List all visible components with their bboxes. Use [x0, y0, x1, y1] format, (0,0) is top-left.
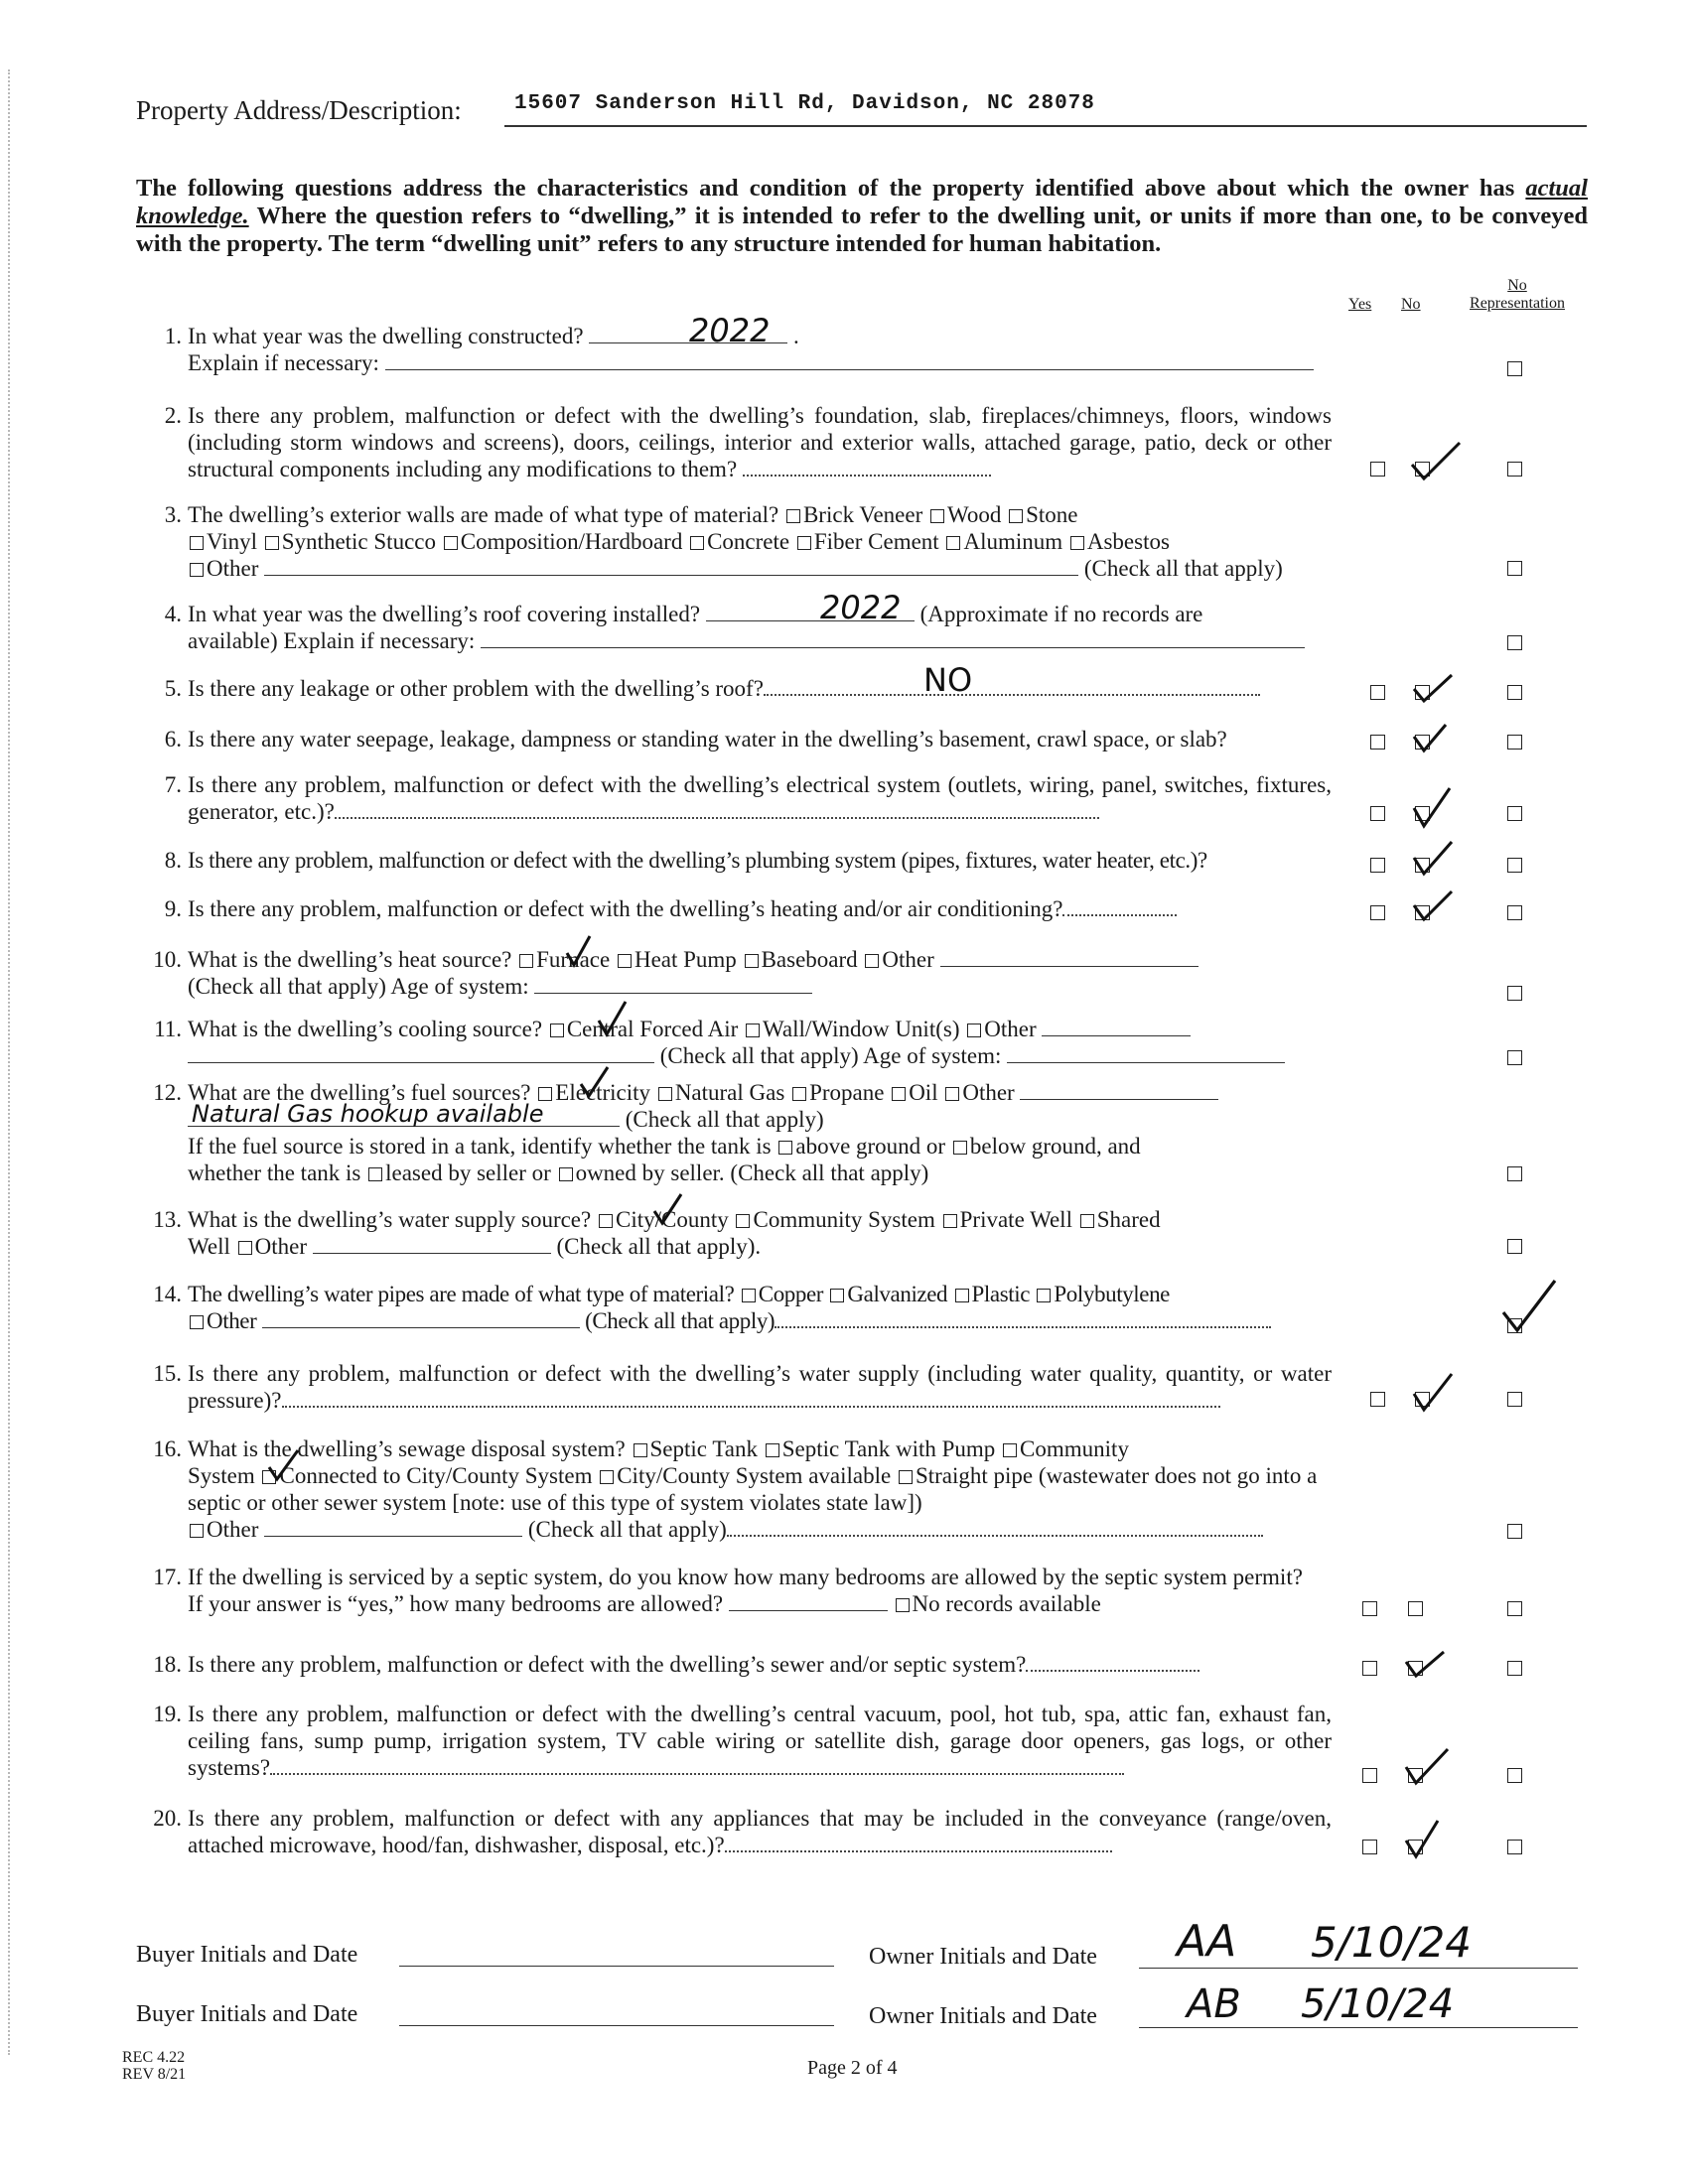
q15-yes-checkbox[interactable] [1370, 1392, 1385, 1407]
q3-other-line [264, 555, 1078, 576]
q3-stone-label: Stone [1026, 502, 1078, 527]
q14-galvanized-checkbox[interactable] [830, 1289, 844, 1302]
q1-number: 1. [164, 324, 182, 348]
q12-other-checkbox[interactable] [945, 1087, 959, 1101]
q14-number: 14. [153, 1282, 182, 1306]
q12-number: 12. [153, 1080, 182, 1105]
q16-number: 16. [153, 1436, 182, 1461]
q3-hardboard-label: Composition/Hardboard [460, 529, 683, 554]
q13-other-checkbox[interactable] [238, 1241, 252, 1255]
q20-norep-checkbox[interactable] [1507, 1840, 1522, 1854]
q16-system-label: System [188, 1463, 255, 1488]
column-yes: Yes [1348, 296, 1372, 313]
q10-number: 10. [153, 947, 182, 972]
q12-owned-checkbox[interactable] [559, 1167, 573, 1181]
q10-other-line [940, 946, 1198, 967]
q3-concrete-label: Concrete [707, 529, 790, 554]
q1-explain-line [385, 349, 1314, 370]
q3-other-label: Other [207, 556, 259, 581]
q20-yes-checkbox[interactable] [1362, 1840, 1377, 1854]
q12-oil-checkbox[interactable] [892, 1087, 906, 1101]
q2-leader [743, 457, 991, 477]
q11-age-label: (Check all that apply) Age of system: [659, 1043, 1002, 1068]
q3-norep-checkbox[interactable] [1507, 561, 1522, 576]
q13-well-label: Well [188, 1234, 230, 1259]
q17-bedrooms-line [729, 1590, 888, 1611]
q11-other-line-2 [188, 1042, 654, 1063]
q12-naturalgas-label: Natural Gas [674, 1080, 785, 1105]
q20-no-checkmark [1402, 1817, 1442, 1860]
q17-norecords-checkbox[interactable] [896, 1598, 910, 1612]
q13-check-all: (Check all that apply). [556, 1234, 762, 1259]
q16-septic-label: Septic Tank [649, 1436, 758, 1461]
owner-initials-line-2[interactable] [1139, 2027, 1578, 2028]
buyer-initials-label-1: Buyer Initials and Date [136, 1942, 358, 1968]
q16-available-label: City/County System available [617, 1463, 892, 1488]
q7-norep-checkbox[interactable] [1507, 806, 1522, 821]
q4-explain-line [481, 627, 1305, 648]
q11-central-checkbox[interactable] [550, 1024, 564, 1037]
q4-text: In what year was the dwelling’s roof covering installed? [188, 602, 701, 626]
q19-norep-checkbox[interactable] [1507, 1768, 1522, 1783]
q13-private-checkbox[interactable] [943, 1214, 957, 1228]
q19-text: Is there any problem, malfunction or defect with the dwelling’s central vacuum, pool, hot tub, spa, attic fan, exhaust fan, ceiling fans, sump pump, irrigation system, TV cable wiring or satellite dish, garage door openers, gas logs, or other systems? [188, 1702, 1332, 1780]
q11-other-line [1042, 1016, 1191, 1036]
q15-number: 15. [153, 1361, 182, 1386]
q3-concrete-checkbox[interactable] [690, 536, 704, 550]
q16-connected-label: Connected to City/County System [279, 1463, 593, 1488]
q16-check-all: (Check all that apply) [527, 1517, 727, 1542]
column-no: No [1401, 296, 1421, 313]
q9-yes-checkbox[interactable] [1370, 905, 1385, 920]
q6-text: Is there any water seepage, leakage, dampness or standing water in the dwelling’s basement, crawl space, or slab? [188, 727, 1227, 751]
q14-plastic-label: Plastic [971, 1282, 1031, 1306]
q13-shared-label: Shared [1096, 1207, 1161, 1232]
intro-paragraph [136, 175, 1588, 258]
page-number: Page 2 of 4 [807, 2057, 898, 2079]
q10-other-checkbox[interactable] [865, 954, 879, 968]
owner1-handwritten-initials: AA [1177, 1916, 1237, 1967]
q5-yes-checkbox[interactable] [1370, 685, 1385, 700]
q11-norep-checkbox[interactable] [1507, 1050, 1522, 1065]
q15-leader [282, 1388, 1220, 1408]
q10-heatpump-checkbox[interactable] [618, 954, 632, 968]
q10-other-label: Other [882, 947, 934, 972]
q16-other-label: Other [207, 1517, 259, 1542]
q12-check-all: (Check all that apply) [625, 1107, 824, 1132]
q12-electricity-checkbox[interactable] [538, 1087, 552, 1101]
q20-leader [725, 1833, 1112, 1852]
q6-norep-checkbox[interactable] [1507, 735, 1522, 750]
q1-handwritten-year: 2022 [689, 312, 771, 349]
owner-initials-line-1[interactable] [1139, 1968, 1578, 1969]
q4-text-c: available) Explain if necessary: [188, 628, 476, 653]
q16-straight-checkbox[interactable] [899, 1470, 913, 1484]
q10-norep-checkbox[interactable] [1507, 986, 1522, 1001]
q3-text: The dwelling’s exterior walls are made of what type of material? [188, 502, 779, 527]
q16-septic-checkbox[interactable] [634, 1443, 647, 1457]
intro-text-2: Where the question refers to “dwelling,” it is intended to refer to the dwelling unit, or units if more than one, to be conveyed with the property. The term “dwelling unit” refers to any structure intended for human habitation. [136, 203, 1588, 257]
q2-number: 2. [164, 403, 182, 428]
q5-norep-checkbox[interactable] [1507, 685, 1522, 700]
q3-asbestos-label: Asbestos [1086, 529, 1170, 554]
q16-other-line [264, 1516, 522, 1537]
q2-yes-checkbox[interactable] [1370, 462, 1385, 477]
q3-stone-checkbox[interactable] [1009, 509, 1023, 523]
q3-brick-label: Brick Veneer [802, 502, 923, 527]
q19-leader [270, 1755, 1124, 1775]
q16-septicpump-checkbox[interactable] [766, 1443, 779, 1457]
q11-central-label: Central Forced Air [566, 1017, 739, 1041]
q5-text: Is there any leakage or other problem with the dwelling’s roof? [188, 676, 764, 701]
q12-naturalgas-checkbox[interactable] [658, 1087, 672, 1101]
q3-asbestos-checkbox[interactable] [1070, 536, 1084, 550]
q12-below-checkbox[interactable] [953, 1141, 967, 1155]
q3-fibercement-label: Fiber Cement [813, 529, 939, 554]
q8-number: 8. [164, 848, 182, 873]
q6-no-checkmark [1410, 721, 1450, 754]
q12-other-label: Other [962, 1080, 1015, 1105]
q20-number: 20. [153, 1806, 182, 1831]
q17-bedrooms-label: If your answer is “yes,” how many bedrooms are allowed? [188, 1591, 724, 1616]
q13-community-checkbox[interactable] [736, 1214, 750, 1228]
q14-polybutylene-label: Polybutylene [1054, 1282, 1170, 1306]
q9-norep-checkbox[interactable] [1507, 905, 1522, 920]
owner2-handwritten-date: 5/10/24 [1301, 1981, 1455, 2027]
intro-text-1: The following questions address the characteristics and condition of the property identified above about which the owner has [136, 175, 1526, 202]
q16-connected-checkmark [266, 1447, 302, 1483]
q13-other-line [313, 1233, 551, 1254]
column-no-representation [1458, 277, 1577, 313]
q7-number: 7. [164, 772, 182, 797]
q12-handwritten-note: Natural Gas hookup available [192, 1100, 544, 1128]
q12-tank-text: If the fuel source is stored in a tank, identify whether the tank is [188, 1134, 772, 1159]
q10-heatpump-label: Heat Pump [634, 947, 737, 972]
q11-other-label: Other [984, 1017, 1037, 1041]
q7-no-checkmark [1410, 784, 1454, 830]
q10-baseboard-label: Baseboard [761, 947, 858, 972]
q18-no-checkmark [1402, 1648, 1448, 1680]
q5-number: 5. [164, 676, 182, 701]
q9-leader [1062, 896, 1177, 916]
q10-text: What is the dwelling’s heat source? [188, 947, 512, 972]
q7-yes-checkbox[interactable] [1370, 806, 1385, 821]
q14-copper-label: Copper [758, 1282, 824, 1306]
q12-electricity-checkmark [578, 1064, 612, 1100]
q1-norep-checkbox[interactable] [1507, 361, 1522, 376]
q12-leased-label: leased by seller or [385, 1160, 551, 1185]
q11-window-checkbox[interactable] [746, 1024, 760, 1037]
q12-norep-checkbox[interactable] [1507, 1166, 1522, 1181]
q5-handwritten-no: NO [923, 661, 973, 699]
q17-no-checkbox[interactable] [1408, 1601, 1423, 1616]
q6-yes-checkbox[interactable] [1370, 735, 1385, 750]
q10-furnace-label: Furnace [536, 947, 611, 972]
q12-propane-checkbox[interactable] [792, 1087, 806, 1101]
q11-window-label: Wall/Window Unit(s) [763, 1017, 960, 1041]
form-revision: REV 8/21 [122, 2066, 187, 2083]
q3-wood-checkbox[interactable] [930, 509, 944, 523]
q16-community-checkbox[interactable] [1003, 1443, 1017, 1457]
q14-copper-checkbox[interactable] [742, 1289, 756, 1302]
q17-text: If the dwelling is serviced by a septic system, do you know how many bedrooms are allowed by the septic system permit? [188, 1565, 1303, 1589]
q9-no-checkmark [1410, 887, 1456, 923]
q11-age-line [1007, 1042, 1285, 1063]
buyer-initials-line-1[interactable] [399, 1966, 834, 1967]
q12-above-label: above ground or [795, 1134, 946, 1159]
owner1-handwritten-date: 5/10/24 [1311, 1918, 1472, 1967]
q18-text: Is there any problem, malfunction or defect with the dwelling’s sewer and/or septic system? [188, 1652, 1027, 1677]
q3-number: 3. [164, 502, 182, 527]
q17-norep-checkbox[interactable] [1507, 1601, 1522, 1616]
q18-yes-checkbox[interactable] [1362, 1661, 1377, 1676]
q12-text: What are the dwelling’s fuel sources? [188, 1080, 531, 1105]
q14-polybutylene-checkbox[interactable] [1037, 1289, 1051, 1302]
q3-wood-label: Wood [947, 502, 1002, 527]
q4-text-b: (Approximate if no records are [919, 602, 1203, 626]
owner-initials-label-2: Owner Initials and Date [869, 2003, 1097, 2029]
q14-other-checkbox[interactable] [190, 1315, 204, 1329]
q16-community-label: Community [1020, 1436, 1129, 1461]
q12-above-checkbox[interactable] [778, 1141, 792, 1155]
q4-number: 4. [164, 602, 182, 626]
q8-norep-checkbox[interactable] [1507, 858, 1522, 873]
q14-other-label: Other [207, 1308, 257, 1333]
q12-tank-text-2: whether the tank is [188, 1160, 361, 1185]
q11-other-checkbox[interactable] [967, 1024, 981, 1037]
q12-leased-checkbox[interactable] [368, 1167, 382, 1181]
q6-number: 6. [164, 727, 182, 751]
owner2-handwritten-initials: AB [1187, 1981, 1241, 2027]
q14-plastic-checkbox[interactable] [955, 1289, 969, 1302]
q3-other-checkbox[interactable] [190, 563, 204, 577]
q13-shared-checkbox[interactable] [1080, 1214, 1094, 1228]
q15-norep-checkbox[interactable] [1507, 1392, 1522, 1407]
q7-text: Is there any problem, malfunction or defect with the dwelling’s electrical system (outlets, wiring, panel, switches, fixtures, generator, etc.)? [188, 772, 1332, 824]
q3-hardboard-checkbox[interactable] [444, 536, 458, 550]
q15-text: Is there any problem, malfunction or defect with the dwelling’s water supply (including water quality, quantity, or water pressure)? [188, 1361, 1332, 1413]
q13-text: What is the dwelling’s water supply source? [188, 1207, 592, 1232]
q12-oil-label: Oil [909, 1080, 938, 1105]
q1-explain-label: Explain if necessary: [188, 350, 379, 375]
address-label: Property Address/Description: [136, 95, 462, 125]
q8-yes-checkbox[interactable] [1370, 858, 1385, 873]
q3-vinyl-checkbox[interactable] [190, 536, 204, 550]
q17-norecords-label: No records available [912, 1591, 1101, 1616]
q16-other-checkbox[interactable] [190, 1524, 204, 1538]
column-no-rep-line2: Representation [1470, 295, 1565, 312]
q3-check-all: (Check all that apply) [1083, 556, 1283, 581]
q13-city-label: City/County [615, 1207, 729, 1232]
intro-emphasis: actual knowledge. [136, 175, 1588, 229]
q2-no-checkmark [1408, 439, 1464, 484]
q14-leader [775, 1308, 1271, 1328]
q9-number: 9. [164, 896, 182, 921]
q14-norep-checkmark [1497, 1277, 1561, 1336]
q19-number: 19. [153, 1702, 182, 1726]
q13-community-label: Community System [753, 1207, 935, 1232]
q13-other-label: Other [254, 1234, 307, 1259]
q17-yes-checkbox[interactable] [1362, 1601, 1377, 1616]
q13-number: 13. [153, 1207, 182, 1232]
q7-leader [335, 799, 1099, 819]
q3-vinyl-label: Vinyl [207, 529, 258, 554]
q13-private-label: Private Well [959, 1207, 1072, 1232]
q12-electricity-label: Electricity [555, 1080, 651, 1105]
q11-number: 11. [154, 1017, 182, 1041]
q8-text: Is there any problem, malfunction or defect with the dwelling’s plumbing system (pipes, fixtures, water heater, etc.)? [188, 848, 1207, 873]
q3-fibercement-checkbox[interactable] [797, 536, 811, 550]
q14-check-all: (Check all that apply) [585, 1308, 776, 1333]
q5-no-checkmark [1410, 671, 1456, 705]
buyer-initials-line-2[interactable] [399, 2025, 834, 2026]
q5-leader [764, 676, 1260, 696]
q3-aluminum-checkbox[interactable] [946, 536, 960, 550]
q14-other-line [262, 1307, 580, 1328]
q14-text: The dwelling’s water pipes are made of what type of material? [188, 1282, 735, 1306]
q9-text: Is there any problem, malfunction or defect with the dwelling’s heating and/or air conditioning? [188, 896, 1063, 921]
q3-aluminum-label: Aluminum [963, 529, 1063, 554]
q15-no-checkmark [1410, 1370, 1456, 1414]
q10-age-line [534, 973, 812, 994]
address-value: 15607 Sanderson Hill Rd, Davidson, NC 28078 [514, 92, 1095, 115]
q3-stucco-checkbox[interactable] [265, 536, 279, 550]
q10-furnace-checkbox[interactable] [519, 954, 533, 968]
q4-norep-checkbox[interactable] [1507, 635, 1522, 650]
q16-leader [727, 1517, 1263, 1537]
q10-age-label: (Check all that apply) Age of system: [188, 974, 529, 999]
q11-text: What is the dwelling’s cooling source? [188, 1017, 543, 1041]
scan-edge-dots [8, 69, 10, 2055]
q12-owned-label: owned by seller. (Check all that apply) [575, 1160, 929, 1185]
q14-galvanized-label: Galvanized [847, 1282, 948, 1306]
q2-norep-checkbox[interactable] [1507, 462, 1522, 477]
q16-straight-label: Straight pipe (wastewater does not go into a septic or other sewer system [note: use of this type of system violates state law]) [188, 1463, 1318, 1515]
buyer-initials-label-2: Buyer Initials and Date [136, 2001, 358, 2027]
column-no-rep-line1: No [1507, 277, 1527, 294]
q12-other-line [1020, 1079, 1218, 1100]
q16-norep-checkbox[interactable] [1507, 1524, 1522, 1539]
q18-norep-checkbox[interactable] [1507, 1661, 1522, 1676]
q16-text: What is the dwelling’s sewage disposal system? [188, 1436, 626, 1461]
q18-leader [1026, 1652, 1199, 1672]
q13-city-checkmark [651, 1191, 685, 1227]
q13-norep-checkbox[interactable] [1507, 1239, 1522, 1254]
q1-text: In what year was the dwelling constructed? [188, 324, 584, 348]
q19-no-checkmark [1402, 1745, 1452, 1787]
q19-yes-checkbox[interactable] [1362, 1768, 1377, 1783]
q13-city-checkbox[interactable] [599, 1214, 613, 1228]
q3-stucco-label: Synthetic Stucco [281, 529, 436, 554]
q17-number: 17. [153, 1565, 182, 1589]
q4-handwritten-year: 2022 [820, 589, 902, 626]
q18-number: 18. [153, 1652, 182, 1677]
q12-below-label: below ground, and [969, 1134, 1141, 1159]
q16-septicpump-label: Septic Tank with Pump [781, 1436, 996, 1461]
q12-propane-label: Propane [809, 1080, 885, 1105]
q10-baseboard-checkbox[interactable] [745, 954, 759, 968]
q8-no-checkmark [1410, 838, 1456, 878]
q16-available-checkbox[interactable] [600, 1470, 614, 1484]
address-underline [504, 125, 1587, 127]
q10-furnace-checkmark [564, 933, 594, 969]
q11-central-checkmark [596, 999, 630, 1038]
owner-initials-label-1: Owner Initials and Date [869, 1944, 1097, 1970]
q3-brick-checkbox[interactable] [786, 509, 800, 523]
form-code [122, 2049, 187, 2083]
q20-text: Is there any problem, malfunction or defect with any appliances that may be included in the conveyance (range/oven, attached microwave, hood/fan, dishwasher, disposal, etc.)? [188, 1806, 1332, 1857]
q2-text: Is there any problem, malfunction or defect with the dwelling’s foundation, slab, fireplaces/chimneys, floors, windows (including storm windows and screens), doors, ceilings, interior and exterior walls, attached garage, patio, deck or other structural components including any modifications to them? [188, 403, 1332, 481]
form-id: REC 4.22 [122, 2049, 186, 2066]
